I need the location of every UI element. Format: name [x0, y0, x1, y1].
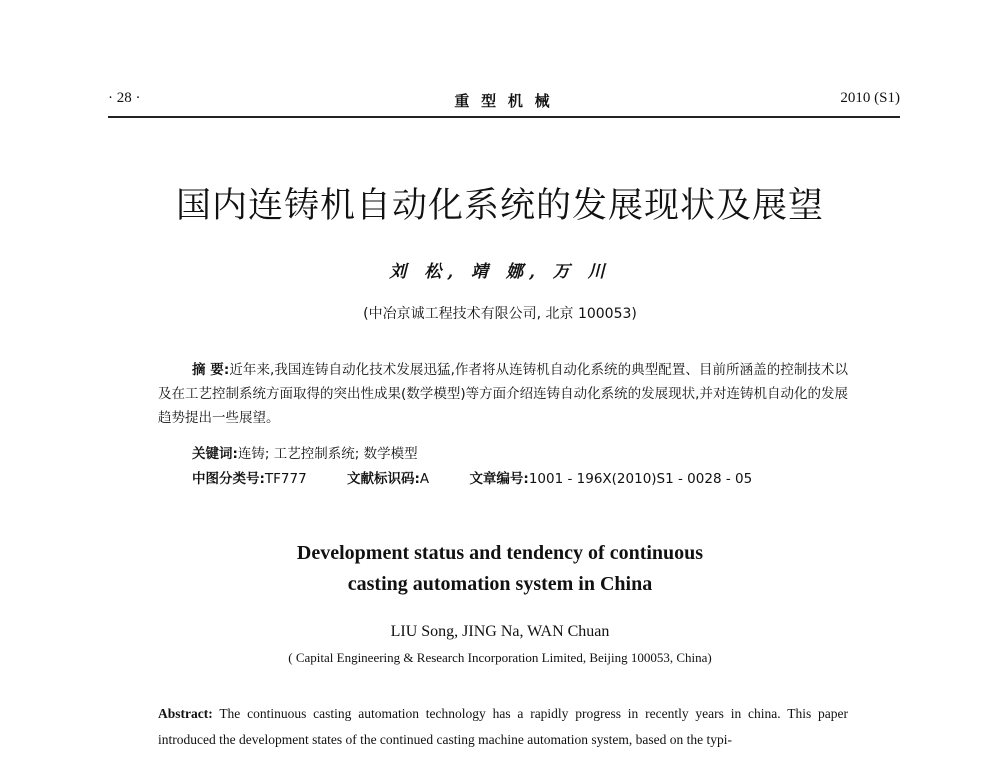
- affiliation-chinese: (中冶京诚工程技术有限公司, 北京 100053): [363, 306, 637, 322]
- document-code-label: 文献标识码:: [346, 471, 420, 487]
- issue-number: 2010 (S1): [840, 90, 900, 106]
- authors-chinese: 刘 松, 靖 娜, 万 川: [389, 262, 611, 282]
- journal-name: 重 型 机 械: [454, 94, 554, 110]
- abstract-english: [158, 701, 848, 753]
- abstract-chinese-label: 摘 要:: [192, 362, 230, 378]
- article-number-label: 文章编号:: [469, 471, 529, 487]
- abstract-chinese-text: 近年来,我国连铸自动化技术发展迅猛,作者将从连铸机自动化系统的典型配置、目前所涵盖的控制技术以及在工艺控制系统方面取得的突出性成果(数学模型)等方面介绍连铸自动化系统的发展现状,并对连铸机自动化的发展趋势提出一些展望。: [158, 362, 848, 426]
- keywords-label: 关键词:: [192, 446, 238, 462]
- clc-value: TF777: [264, 471, 307, 487]
- abstract-chinese: [158, 358, 848, 430]
- document-code: [347, 471, 429, 487]
- abstract-english-label: Abstract:: [158, 706, 213, 721]
- abstract-english-text: The continuous casting automation technology has a rapidly progress in recently years in china. This paper introduced the development states of the continued casting machine automation system, based on the typi-: [158, 706, 848, 747]
- title-chinese: 国内连铸机自动化系统的发展现状及展望: [175, 186, 824, 226]
- title-english-line2: casting automation system in China: [347, 573, 653, 595]
- page-number: · 28 ·: [108, 90, 141, 106]
- authors-english: LIU Song, JING Na, WAN Chuan: [390, 623, 610, 640]
- classification-line: [192, 467, 788, 487]
- keywords-text: 连铸; 工艺控制系统; 数学模型: [237, 446, 418, 462]
- header-rule: [108, 116, 900, 118]
- running-header: [108, 90, 900, 112]
- keywords-chinese: [192, 442, 418, 462]
- document-code-value: A: [419, 471, 430, 487]
- clc-label: 中图分类号:: [192, 471, 265, 487]
- title-english-line1: Development status and tendency of continuous: [296, 542, 704, 564]
- clc-number: [192, 471, 307, 487]
- article-number-value: 1001 - 196X(2010)S1 - 0028 - 05: [528, 471, 753, 487]
- title-english: [0, 538, 1000, 600]
- article-number: [469, 471, 752, 487]
- affiliation-english: ( Capital Engineering & Research Incorporation Limited, Beijing 100053, China): [288, 650, 712, 665]
